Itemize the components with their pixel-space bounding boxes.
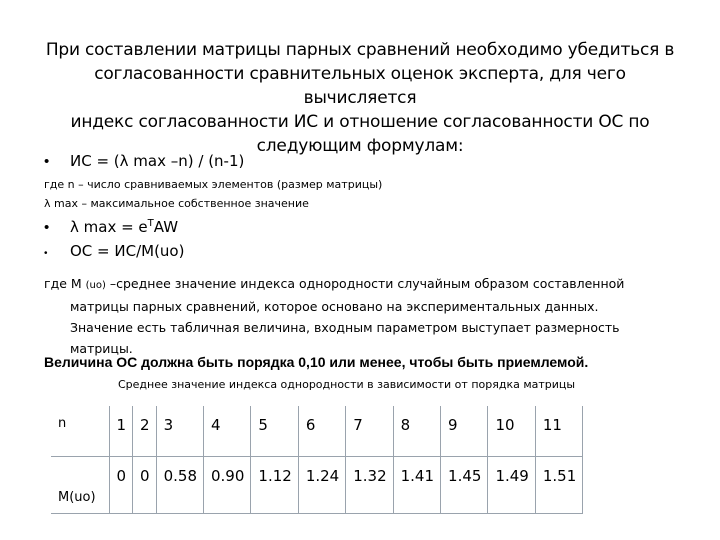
table-cell-m: 0.90 bbox=[204, 456, 251, 513]
table-cell-n: 3 bbox=[156, 406, 203, 456]
table-cell-m: 1.24 bbox=[298, 456, 345, 513]
table-cell-m: 1.45 bbox=[441, 456, 488, 513]
table-row-n bbox=[51, 406, 583, 456]
table-cell-n: 10 bbox=[488, 406, 535, 456]
para-small: (uo) bbox=[85, 280, 106, 291]
heading-line-3: индекс согласованности ИС и отношение согласованности ОС по bbox=[70, 112, 650, 132]
formula-lambda-sup: T bbox=[147, 218, 154, 229]
formula-lambda-row bbox=[44, 218, 178, 236]
table-cell-n: 11 bbox=[535, 406, 582, 456]
para-line-4: матрицы. bbox=[70, 341, 133, 356]
m-definition-paragraph bbox=[44, 273, 684, 359]
note-lambda-definition: λ max – максимальное собственное значение bbox=[44, 197, 309, 210]
formula-lambda bbox=[70, 218, 178, 236]
table-cell-m: 0.58 bbox=[156, 456, 203, 513]
formula-ic: ИС = (λ max –n) / (n-1) bbox=[70, 152, 245, 170]
table-cell-n: 6 bbox=[298, 406, 345, 456]
table-cell-m: 1.12 bbox=[251, 456, 298, 513]
table-cell-n: 7 bbox=[346, 406, 393, 456]
heading-line-4: следующим формулам: bbox=[256, 136, 464, 156]
table-caption: Среднее значение индекса однородности в зависимости от порядка матрицы bbox=[118, 378, 576, 391]
para-line-3: Значение есть табличная величина, входным параметром выступает размерность bbox=[70, 320, 620, 335]
para-line-1: где М (uo) –среднее значение индекса однородности случайным образом составленной bbox=[44, 276, 625, 291]
bullet-dot: • bbox=[44, 219, 50, 236]
formula-oc-row bbox=[44, 242, 184, 260]
para-line-2: матрицы парных сравнений, которое основано на экспериментальных данных. bbox=[70, 299, 599, 314]
formula-lambda-rest: AW bbox=[153, 218, 179, 236]
table-cell-n: 4 bbox=[204, 406, 251, 456]
heading-line-1: При составлении матрицы парных сравнений необходимо убедиться в bbox=[45, 40, 675, 60]
table-cell-n: 5 bbox=[251, 406, 298, 456]
table-cell-m: 1.49 bbox=[488, 456, 535, 513]
formula-lambda-base: λ max = e bbox=[70, 218, 148, 236]
slide-heading bbox=[40, 38, 680, 158]
table-row-m bbox=[51, 456, 583, 513]
table-cell-m: 0 bbox=[109, 456, 133, 513]
index-table bbox=[51, 406, 583, 514]
table-cell-m: 1.41 bbox=[393, 456, 440, 513]
table-value-label: M(uo) bbox=[51, 456, 109, 513]
bullet-dot: • bbox=[44, 153, 50, 170]
table-cell-n: 2 bbox=[133, 406, 157, 456]
bullet-dot: • bbox=[44, 248, 48, 259]
table-header-label: n bbox=[51, 406, 109, 456]
table-cell-m: 1.32 bbox=[346, 456, 393, 513]
table-cell-n: 9 bbox=[441, 406, 488, 456]
formula-ic-row bbox=[44, 152, 244, 170]
heading-line-2: согласованности сравнительных оценок эксперта, для чего вычисляется bbox=[94, 64, 626, 108]
table-cell-n: 8 bbox=[393, 406, 440, 456]
table-cell-n: 1 bbox=[109, 406, 133, 456]
acceptance-requirement: Величина ОС должна быть порядка 0,10 или менее, чтобы быть приемлемой. bbox=[44, 354, 589, 370]
table-cell-m: 0 bbox=[133, 456, 157, 513]
formula-oc: ОС = ИС/М(uo) bbox=[70, 242, 185, 260]
table-cell-m: 1.51 bbox=[535, 456, 582, 513]
note-n-definition: где n – число сравниваемых элементов (размер матрицы) bbox=[44, 178, 383, 191]
